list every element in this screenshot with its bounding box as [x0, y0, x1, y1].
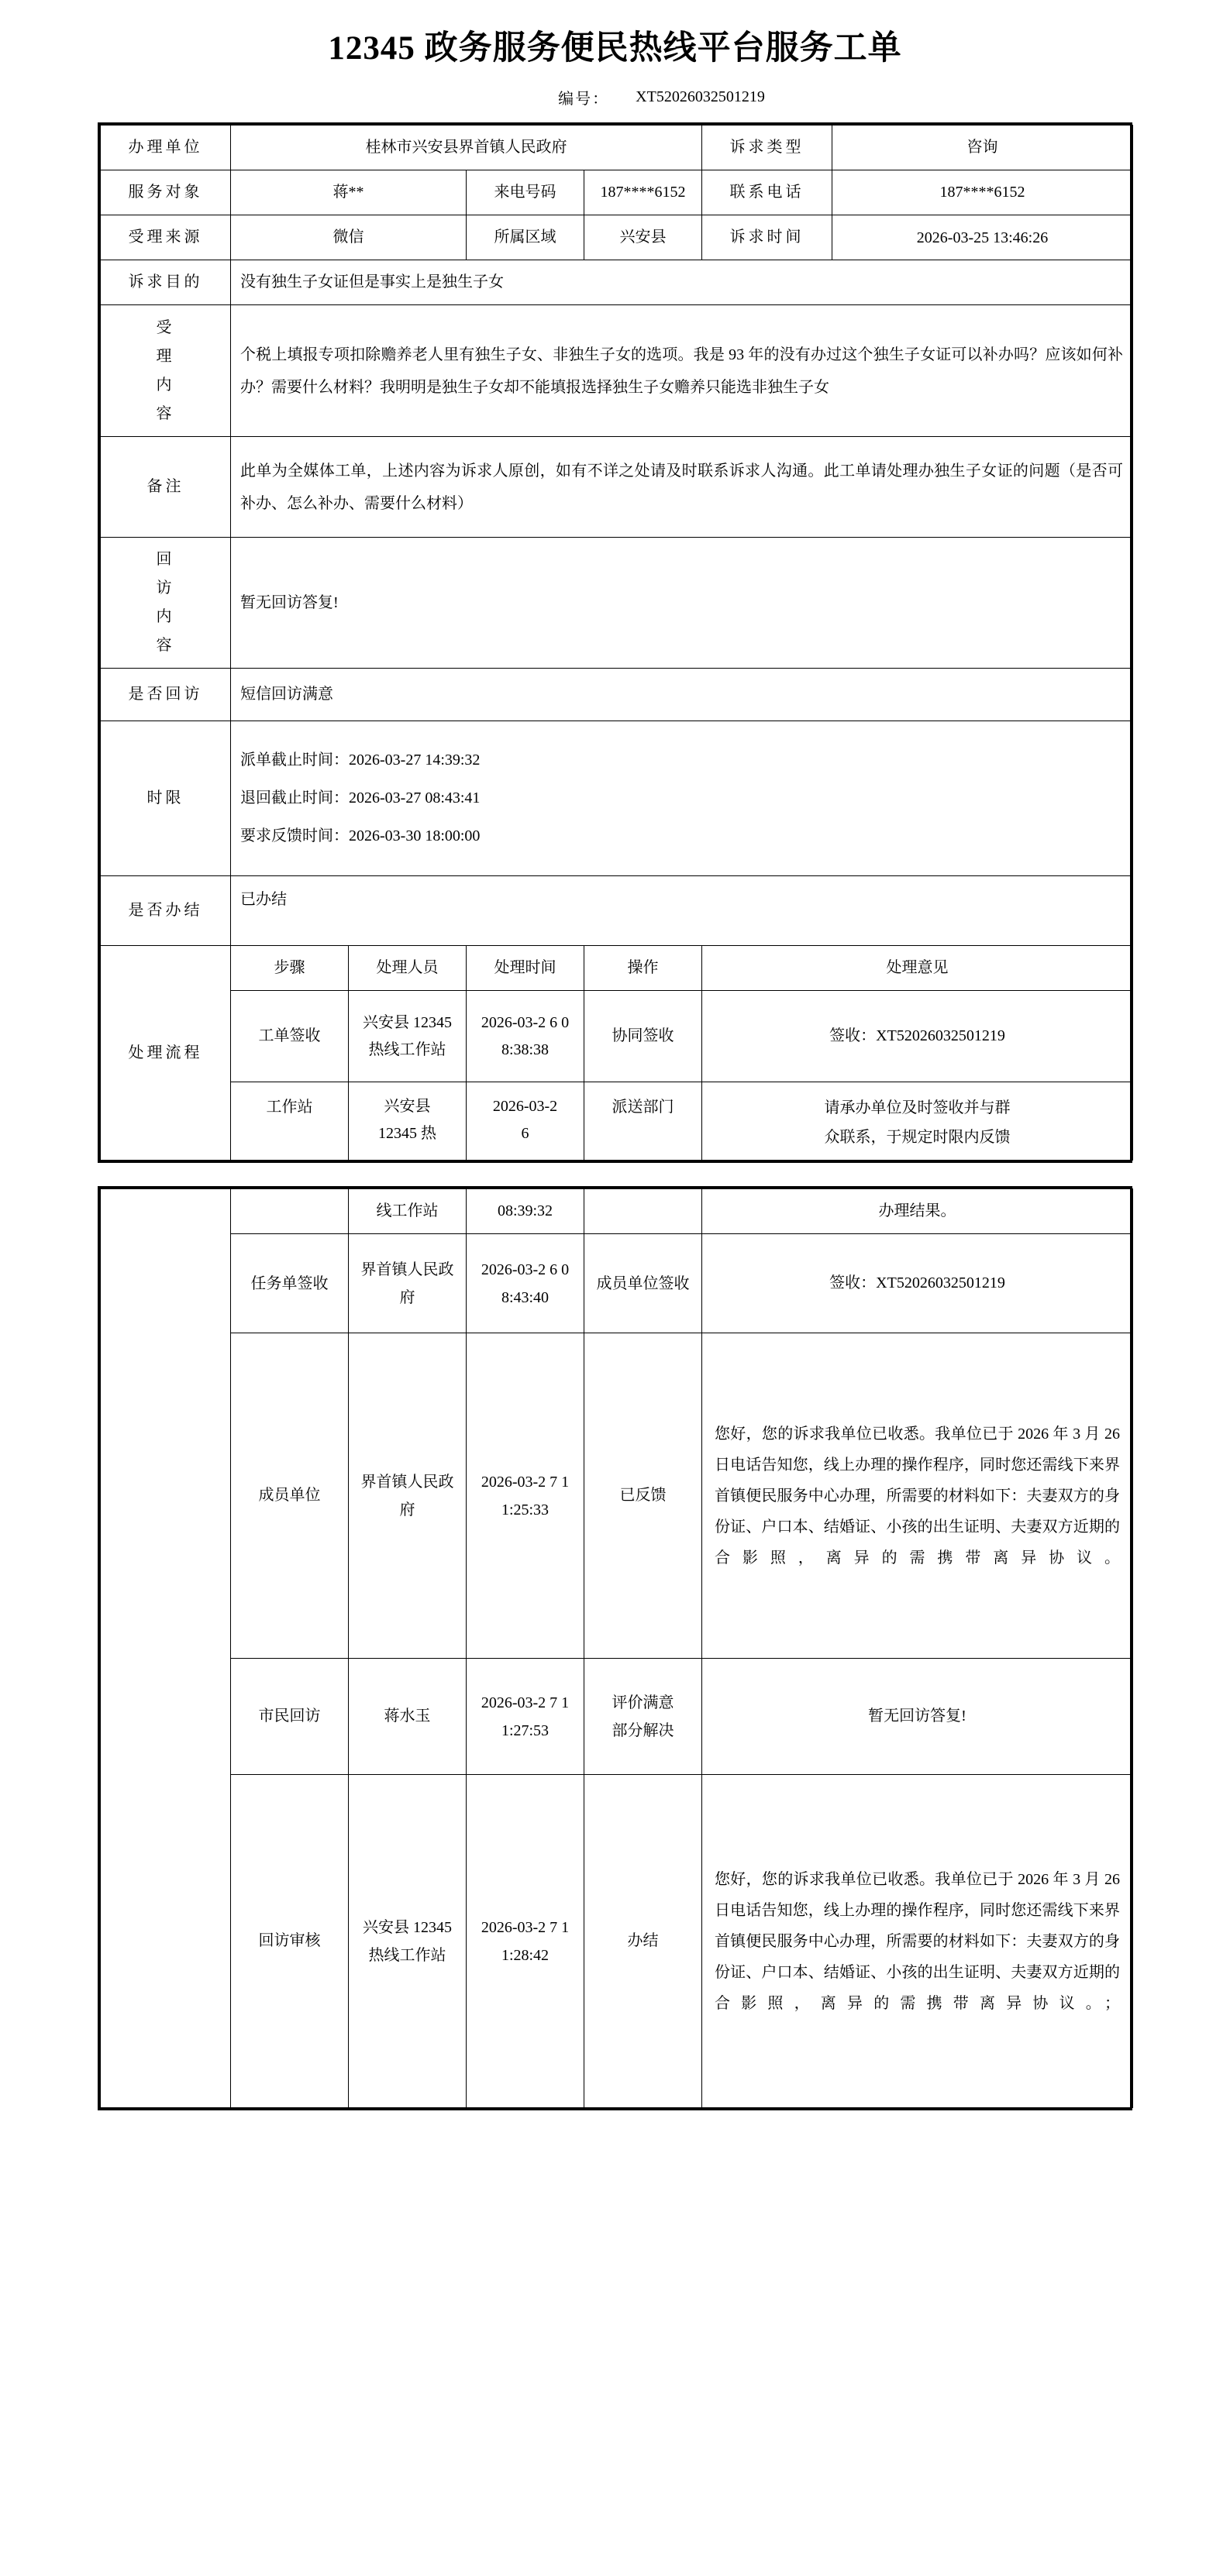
deadline-label: 时限 [101, 721, 231, 876]
flow-step: 工作站 [231, 1082, 349, 1161]
table-row [101, 437, 1133, 538]
appeal-type-label: 诉求类型 [702, 126, 832, 170]
flow-step-continued [231, 1189, 349, 1234]
unit-value: 桂林市兴安县界首镇人民政府 [231, 126, 702, 170]
flow-action: 协同签收 [584, 991, 702, 1082]
purpose-value: 没有独生子女证但是事实上是独生子女 [231, 260, 1133, 305]
remark-label: 备注 [101, 437, 231, 538]
table-row [101, 1775, 1133, 2108]
flow-header-handler: 处理人员 [349, 946, 467, 991]
flow-opinion: 您好，您的诉求我单位已收悉。我单位已于 2026 年 3 月 26 日电话告知您，线上办理的操作程序，同时您还需线下来界首镇便民服务中心办理，所需要的材料如下：夫妻双方的身份证、户口本、结婚证、小孩的出生证明、夫妻双方近期的合影照，离异的需携带离异协议。 [702, 1333, 1133, 1659]
flow-step: 回访审核 [231, 1775, 349, 2108]
flow-handler: 兴安县 12345 热线工作站 [349, 1775, 467, 2108]
deadline-feedback: 要求反馈时间：2026-03-30 18:00:00 [240, 827, 481, 844]
appeal-type-value: 咨询 [832, 126, 1133, 170]
flow-header-action: 操作 [584, 946, 702, 991]
is-visited-value: 短信回访满意 [231, 669, 1133, 721]
flow-opinion-continued: 办理结果。 [702, 1189, 1133, 1234]
service-target-value: 蒋** [231, 170, 467, 215]
flow-time: 2026-03-2 6 08:43:40 [467, 1234, 584, 1333]
flow-time: 2026-03-2 7 11:28:42 [467, 1775, 584, 2108]
caller-number-value: 187****6152 [584, 170, 702, 215]
page-break-gap [0, 1163, 1230, 1186]
appeal-time-value: 2026-03-25 13:46:26 [832, 215, 1133, 260]
flow-handler-continued: 线工作站 [349, 1189, 467, 1234]
flow-action: 评价满意 部分解决 [584, 1659, 702, 1775]
table-row [101, 1333, 1133, 1659]
flow-opinion: 暂无回访答复! [702, 1659, 1133, 1775]
deadline-return: 退回截止时间：2026-03-27 08:43:41 [240, 789, 481, 807]
table-row [101, 305, 1133, 437]
caller-number-label: 来电号码 [467, 170, 584, 215]
flow-step: 市民回访 [231, 1659, 349, 1775]
flow-action: 已反馈 [584, 1333, 702, 1659]
flow-label: 处理流程 [101, 946, 231, 1161]
flow-time: 2026-03-2 6 08:38:38 [467, 991, 584, 1082]
table-row [101, 1234, 1133, 1333]
flow-time: 2026-03-2 6 [467, 1082, 584, 1161]
flow-step: 任务单签收 [231, 1234, 349, 1333]
appeal-time-label: 诉求时间 [702, 215, 832, 260]
source-label: 受理来源 [101, 215, 231, 260]
flow-header-time: 处理时间 [467, 946, 584, 991]
table-row [101, 538, 1133, 669]
flow-action: 成员单位签收 [584, 1234, 702, 1333]
flow-opinion: 签收：XT52026032501219 [702, 1234, 1133, 1333]
visit-content-label: 回 访 内 容 [101, 538, 231, 669]
ticket-table-part1 [98, 122, 1132, 1163]
flow-handler: 界首镇人民政府 [349, 1234, 467, 1333]
table-row [101, 215, 1133, 260]
table-row [101, 946, 1133, 991]
deadline-values [231, 721, 1133, 876]
table-row [101, 260, 1133, 305]
is-done-label: 是否办结 [101, 876, 231, 946]
document-number-value: XT52026032501219 [636, 88, 765, 105]
flow-header-step: 步骤 [231, 946, 349, 991]
flow-handler: 蒋水玉 [349, 1659, 467, 1775]
unit-label: 办理单位 [101, 126, 231, 170]
table-row [101, 721, 1133, 876]
region-label: 所属区域 [467, 215, 584, 260]
service-target-label: 服务对象 [101, 170, 231, 215]
page-title: 12345 政务服务便民热线平台服务工单 [328, 30, 902, 67]
ticket-table-part2 [98, 1186, 1132, 2110]
contact-phone-label: 联系电话 [702, 170, 832, 215]
table-row [101, 876, 1133, 946]
deadline-dispatch: 派单截止时间：2026-03-27 14:39:32 [240, 751, 481, 769]
flow-handler: 兴安县 12345 热 [349, 1082, 467, 1161]
region-value: 兴安县 [584, 215, 702, 260]
table-row [101, 669, 1133, 721]
flow-time-continued: 08:39:32 [467, 1189, 584, 1234]
content-label: 受 理 内 容 [101, 305, 231, 437]
flow-action-continued [584, 1189, 702, 1234]
table-row [101, 170, 1133, 215]
flow-handler: 界首镇人民政府 [349, 1333, 467, 1659]
flow-step: 成员单位 [231, 1333, 349, 1659]
flow-header-opinion: 处理意见 [702, 946, 1133, 991]
flow-opinion: 您好，您的诉求我单位已收悉。我单位已于 2026 年 3 月 26 日电话告知您，线上办理的操作程序，同时您还需线下来界首镇便民服务中心办理，所需要的材料如下：夫妻双方的身份证、户口本、结婚证、小孩的出生证明、夫妻双方近期的合影照，离异的需携带离异协议。； [702, 1775, 1133, 2108]
flow-time: 2026-03-2 7 11:25:33 [467, 1333, 584, 1659]
flow-step: 工单签收 [231, 991, 349, 1082]
document-number [0, 86, 1230, 108]
table-row [101, 991, 1133, 1082]
table-row [101, 126, 1133, 170]
flow-action: 派送部门 [584, 1082, 702, 1161]
content-value: 个税上填报专项扣除赡养老人里有独生子女、非独生子女的选项。我是 93 年的没有办过这个独生子女证可以补办吗？应该如何补办？需要什么材料？我明明是独生子女却不能填报选择独生子女赡养只能选非独生子女 [231, 305, 1133, 437]
is-done-value: 已办结 [231, 876, 1133, 946]
table-row [101, 1082, 1133, 1161]
is-visited-label: 是否回访 [101, 669, 231, 721]
flow-time: 2026-03-2 7 11:27:53 [467, 1659, 584, 1775]
remark-value: 此单为全媒体工单，上述内容为诉求人原创，如有不详之处请及时联系诉求人沟通。此工单请处理办独生子女证的问题（是否可补办、怎么补办、需要什么材料） [231, 437, 1133, 538]
flow-opinion: 签收：XT52026032501219 [702, 991, 1133, 1082]
visit-content-value: 暂无回访答复! [231, 538, 1133, 669]
contact-phone-value: 187****6152 [832, 170, 1133, 215]
flow-opinion: 请承办单位及时签收并与群 众联系，于规定时限内反馈 [702, 1082, 1133, 1161]
source-value: 微信 [231, 215, 467, 260]
flow-label-continued [101, 1189, 231, 2108]
table-row [101, 1189, 1133, 1234]
document-number-label: 编号： [558, 91, 610, 108]
flow-action: 办结 [584, 1775, 702, 2108]
table-row [101, 1659, 1133, 1775]
purpose-label: 诉求目的 [101, 260, 231, 305]
flow-handler: 兴安县 12345 热线工作站 [349, 991, 467, 1082]
